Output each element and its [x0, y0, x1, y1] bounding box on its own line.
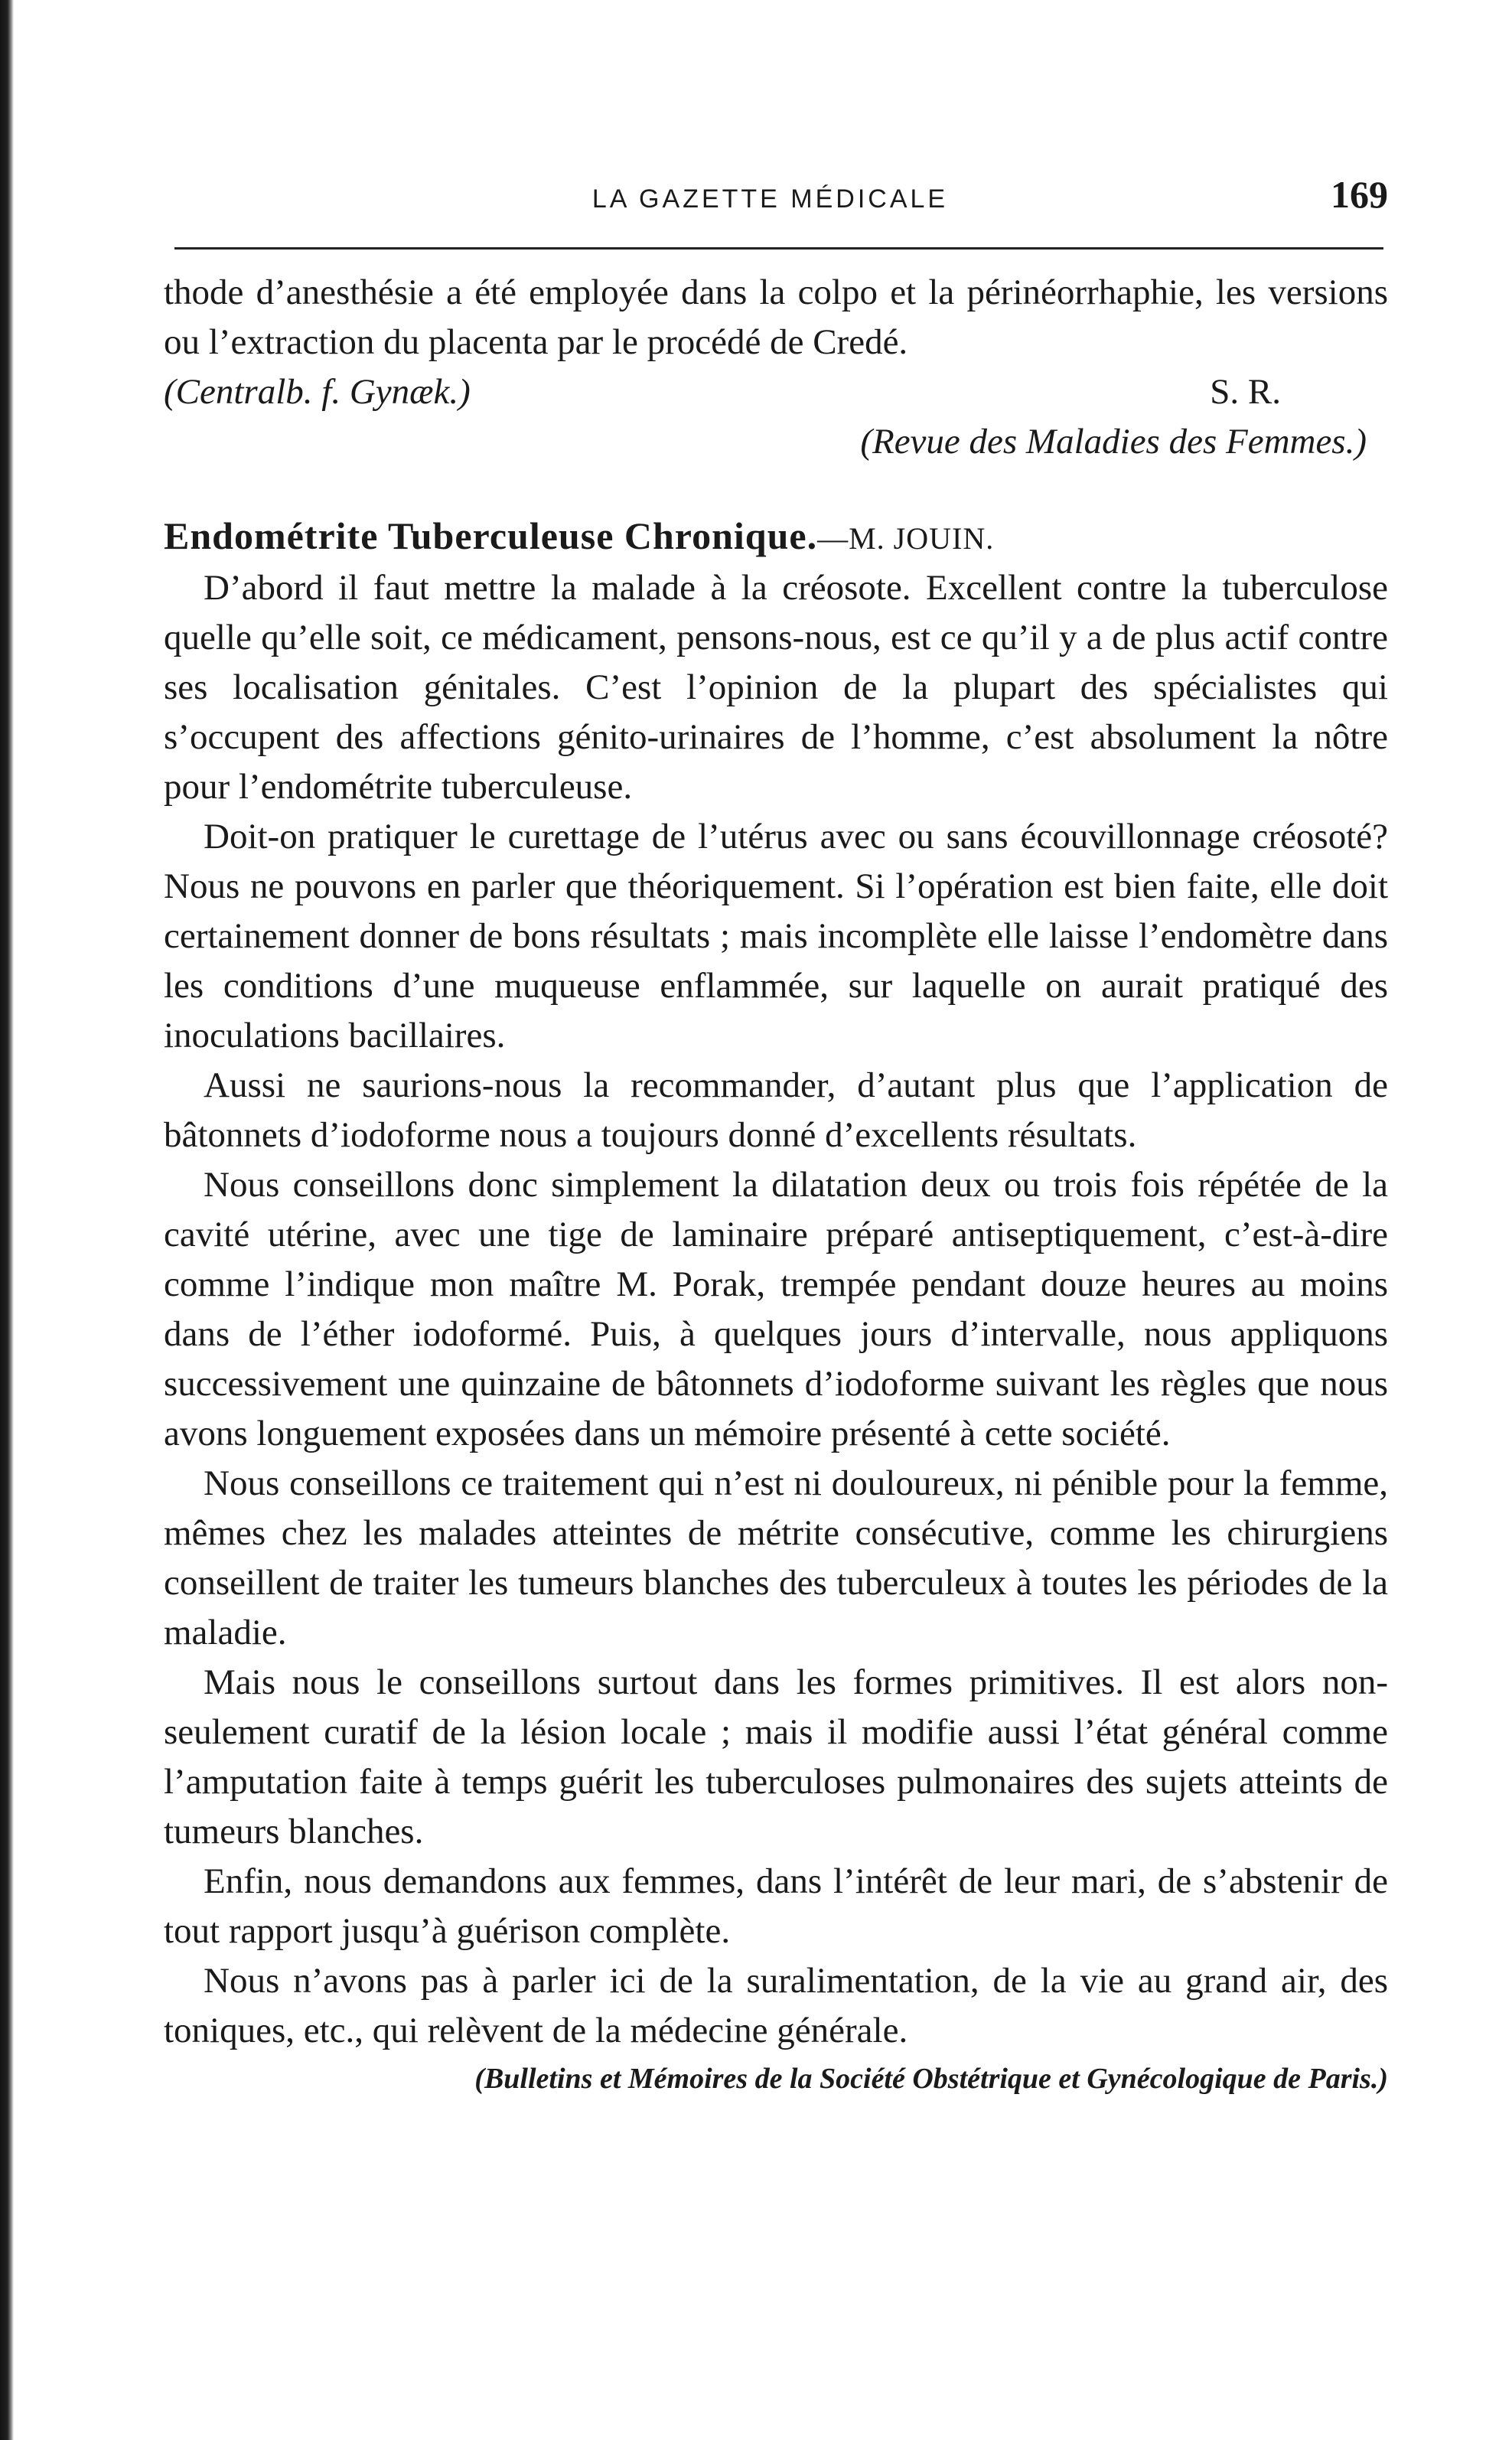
article-paragraph: D’abord il faut mettre la malade à la créosote. Excellent contre la tuberculose quelle qu’elle soit, ce médicament, pensons-nous, est ce qu’il y a de plus actif contre ses localisation génitales. C’est l’opinion de la plupart des spécialistes qui s’occupent des affections génito-urinaires de l’homme, c’est absolument la nôtre pour l’endométrite tuberculeuse. — [164, 568, 1388, 807]
continuation-source: (Revue des Maladies des Femmes.) — [860, 422, 1367, 462]
article-paragraph: Nous conseillons donc simplement la dilatation deux ou trois fois répétée de la cavité utérine, avec une tige de laminaire préparé antiseptiquement, c’est-à-dire comme l’indique mon maître M. Porak, trempée pendant douze heures au moins dans de l’éther iodoformé. Puis, à quelques jours d’intervalle, nous appliquons successivement une quinzaine de bâtonnets d’iodoforme suivant les règles que nous avons longuement exposées dans un mémoire présenté à cette société. — [164, 1165, 1388, 1453]
citation-journal: (Centralb. f. Gynæk.) — [164, 372, 471, 412]
article-paragraph: Aussi ne saurions-nous la recommander, d’autant plus que l’application de bâtonnets d’iodoforme nous a toujours donné d’excellents résultats. — [164, 1065, 1388, 1155]
citation-line — [164, 367, 1388, 417]
running-head — [164, 172, 1388, 226]
article-paragraph: Nous n’avons pas à parler ici de la suralimentation, de la vie au grand air, des toniques, etc., qui relèvent de la médecine générale. — [164, 1961, 1388, 2050]
article-paragraph: Enfin, nous demandons aux femmes, dans l’intérêt de leur mari, de s’abstenir de tout rapport jusqu’à guérison complète. — [164, 1861, 1388, 1951]
article-title: Endométrite Tuberculeuse Chronique. — [164, 514, 818, 557]
citation-initials: S. R. — [1210, 372, 1281, 412]
article-paragraph: Nous conseillons ce traitement qui n’est ni douloureux, ni pénible pour la femme, mêmes chez les malades atteintes de métrite consécutive, comme les chirurgiens conseillent de traiter les tumeurs blanches des tuberculeux à toutes les périodes de la maladie. — [164, 1463, 1388, 1652]
page-number: 169 — [1331, 173, 1388, 216]
article-author: —M. JOUIN. — [817, 521, 995, 556]
running-title: LA GAZETTE MÉDICALE — [591, 184, 949, 214]
binding-edge — [0, 0, 14, 2440]
article-source: (Bulletins et Mémoires de la Société Obstétrique et Gynécologique de Paris.) — [474, 2063, 1388, 2095]
article-title-line — [164, 511, 1388, 563]
continuation-paragraph: thode d’anesthésie a été employée dans la colpo et la périnéorrhaphie, les versions ou l’extraction du placenta par le procédé de Credé. — [164, 272, 1388, 362]
page-body — [164, 268, 1388, 2102]
header-rule — [174, 247, 1383, 250]
article-paragraph: Doit-on pratiquer le curettage de l’utérus avec ou sans écouvillonnage créosoté? Nous ne pouvons en parler que théoriquement. Si l’opération est bien faite, elle doit certainement donner de bons résultats ; mais incomplète elle laisse l’endomètre dans les conditions d’une muqueuse enflammée, sur laquelle on aurait pratiqué des inoculations bacillaires. — [164, 817, 1388, 1055]
article-paragraph: Mais nous le conseillons surtout dans les formes primitives. Il est alors non-seulement curatif de la lésion locale ; mais il modifie aussi l’état général comme l’amputation faite à temps guérit les tuberculoses pulmonaires des sujets atteints de tumeurs blanches. — [164, 1662, 1388, 1851]
page — [164, 172, 1388, 2102]
